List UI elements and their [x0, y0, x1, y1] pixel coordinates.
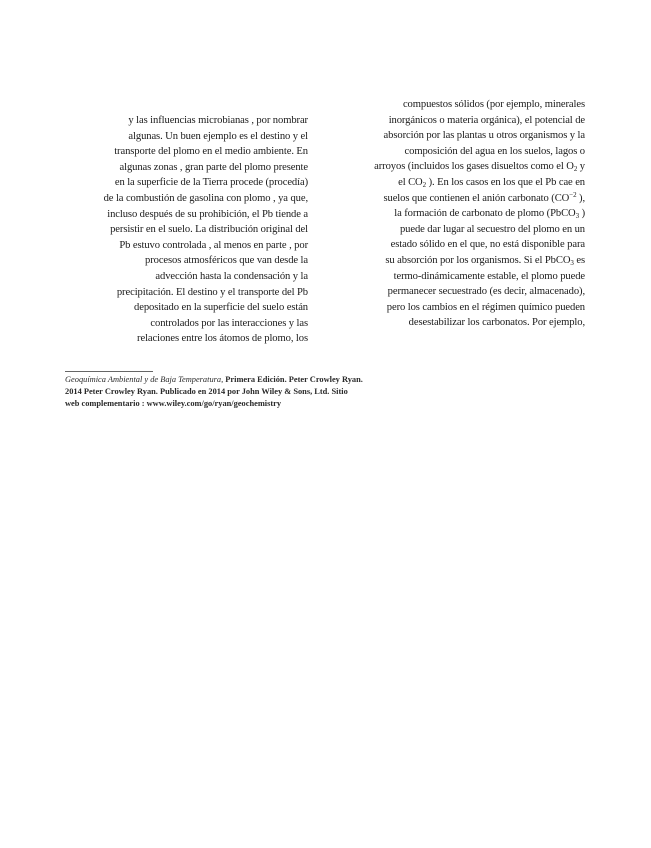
- text-line: algunas zonas , gran parte del plomo presente: [119, 161, 308, 173]
- subscript: 3: [575, 212, 580, 221]
- text-line: en la superficie de la Tierra procede (procedía): [114, 177, 308, 189]
- text-segment: ): [579, 208, 585, 220]
- text-segment: y: [577, 161, 585, 173]
- text-line: y las influencias microbianas , por nombrar: [128, 115, 308, 126]
- text-line: depositado en la superficie del suelo están: [134, 302, 308, 314]
- book-title: Geoquímica Ambiental y de Baja Temperatura,: [65, 375, 224, 384]
- text-line: composición del agua en los suelos, lagos o: [404, 145, 585, 157]
- text-segment: la formación de carbonato de plomo (PbCO: [394, 208, 576, 220]
- text-line: termo-dinámicamente estable, el plomo puede: [393, 270, 585, 282]
- text-line: [329, 206, 585, 222]
- text-segment: es: [573, 254, 585, 266]
- text-line: de la combustión de gasolina con plomo , ya que,: [103, 192, 308, 204]
- footnote: [65, 374, 405, 411]
- text-segment: ). En los casos en los que el Pb cae en: [426, 176, 585, 188]
- text-line: Pb estuvo controlada , al menos en parte , por: [119, 239, 308, 251]
- text-line: procesos atmosféricos que van desde la: [145, 255, 308, 267]
- text-line: algunas. Un buen ejemplo es el destino y el: [128, 130, 308, 142]
- text-line: precipitación. El destino y el transporte del Pb: [116, 286, 308, 298]
- text-line: [329, 175, 585, 191]
- text-line: compuestos sólidos (por ejemplo, minerales: [402, 99, 585, 110]
- text-line: pero los cambios en el régimen químico pueden: [386, 301, 585, 313]
- text-segment: ),: [576, 192, 585, 204]
- text-line: inorgánicos o materia orgánica), el potencial de: [388, 114, 585, 126]
- subscript: 2: [573, 165, 578, 174]
- text-line: estado sólido en el que, no está disponible para: [390, 239, 585, 251]
- superscript: −2: [569, 190, 577, 199]
- text-segment: suelos que contienen el anión carbonato (CO: [383, 192, 570, 204]
- text-segment: su absorción por los organismos. Si el PbCO: [385, 254, 571, 266]
- text-line: incluso después de su prohibición, el Pb tiende a: [107, 208, 308, 220]
- subscript: 2: [422, 180, 427, 189]
- text-line: [329, 191, 585, 207]
- footnote-line-2: 2014 Peter Crowley Ryan. Publicado en 2014 por John Wiley & Sons, Ltd. Sitio: [65, 387, 348, 397]
- text-line: permanecer secuestrado (es decir, almacenado),: [387, 286, 585, 298]
- text-line: transporte del plomo en el medio ambiente. En: [114, 146, 308, 158]
- text-segment: el CO: [398, 176, 423, 188]
- text-line: controlados por las interacciones y las: [150, 317, 308, 329]
- right-text-column: [329, 97, 585, 331]
- footnote-line-3: web complementario : www.wiley.com/go/ryan/geochemistry: [65, 399, 282, 409]
- text-line: relaciones entre los átomos de plomo, los: [137, 333, 308, 345]
- text-line: desestabilizar los carbonatos. Por ejemplo,: [408, 317, 585, 329]
- text-line: [329, 159, 585, 175]
- text-line: advección hasta la condensación y la: [155, 270, 308, 282]
- text-line: absorción por las plantas u otros organismos y la: [383, 130, 585, 142]
- text-line: [329, 253, 585, 269]
- text-line: puede dar lugar al secuestro del plomo en un: [399, 223, 585, 235]
- edition-text: Primera Edición. Peter Crowley Ryan.: [223, 375, 363, 384]
- text-line: persistir en el suelo. La distribución original del: [110, 224, 308, 236]
- subscript: 3: [570, 258, 574, 267]
- text-segment: arroyos (incluidos los gases disueltos como el O: [374, 161, 574, 173]
- footnote-line-1: [65, 374, 405, 386]
- left-text-column: [60, 113, 308, 347]
- footnote-divider: [65, 371, 153, 372]
